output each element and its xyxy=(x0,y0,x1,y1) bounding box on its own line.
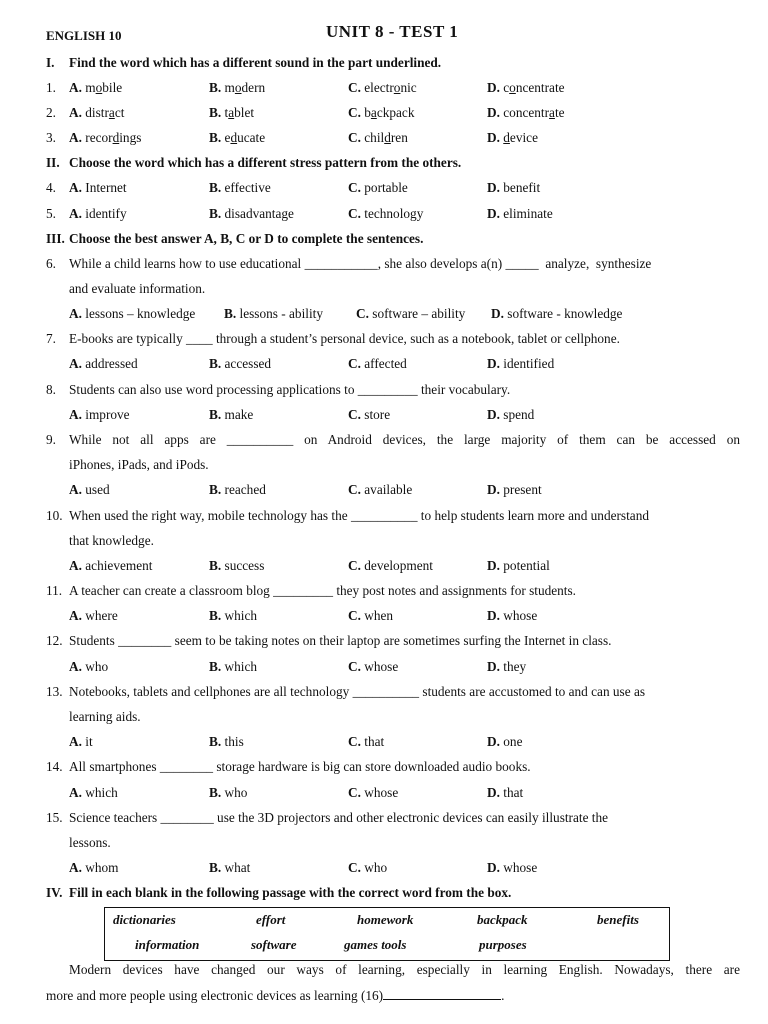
test-title: UNIT 8 - TEST 1 xyxy=(326,22,459,41)
word-box-item: backpack xyxy=(477,912,528,927)
option-b: B. which xyxy=(209,608,258,623)
option-a: A. it xyxy=(69,734,93,749)
option-d: D. that xyxy=(487,785,524,800)
option-d: D. spend xyxy=(487,407,535,422)
option-d: D. they xyxy=(487,659,527,674)
answer-blank-16[interactable] xyxy=(383,987,501,1000)
worksheet-page: ENGLISH 10 UNIT 8 - TEST 1 I. Find the word which has a different sound in the part underlined. 1. A. mobile B. modern C. electronic D. concentrate 2. A. distract B. tablet C. backpack D. concentrate 3. A. recordings B. educate C. children D. device II. Choose the word which has a different stress pattern from the others. 4. A. Internet B. effective C. portable D. benefit 5. A. identify B. disadvantage C. technology D. eliminate III. Choose the best answer A, B, C or D to complete the sentences. 6. While a child learns how to use educational ___________, she also develops a(n) _____ analyze, synthesize and evaluate information. A. lessons – knowledge B. lessons - ability C. software – ability D. software - knowledge 7. E-books are typically ____ through a student’s personal device, such as a notebook, tablet or cellphone. A. addressed B. accessed C. affected D. identified 8. Students can also use word processing applications to _________ their vocabulary. A. improve B. make C. store D. spend 9. While not all apps are __________ on Android devices, the large majority of them can be accessed on iPhones, iPads, and iPods. A. used B. reached C. available D. present 10. When used the right way, mobile technology has the __________ to help students learn more and understand that knowledge. A. achievement B. success C. development D. potential 11. A teacher can create a classroom blog _________ they post notes and assignments for students. A. where B. which C. when D. whose 12. Students ________ seem to be taking notes on their laptop are sometimes surfing the Internet in class. A. who B. which C. whose D. they 13. Notebooks, tablets and cellphones are all technology __________ students are accustomed to and can use as learning aids. A. it B. this C. that D. one 14. All smartphones ________ storage hardware is big can store downloaded audio books. A. which B. who C. whose D. that 15. Science teachers ________ use the 3D projectors and other electronic devices can easily illustrate the lessons. A. whom B. what C. who D. whose IV. Fill in each blank in the following passage with the correct word from the box. dictionaries effort homework backpack benefits information software games tools purposes Modern devices have changed our ways of learning, especially in learning English. Nowadays, there are more and more people using electronic devices as learning (16) . xyxy=(46,22,740,1003)
option-c: C. when xyxy=(348,608,394,623)
option-b: B. modern xyxy=(209,80,266,95)
option-c: C. who xyxy=(348,860,388,875)
option-c: C. that xyxy=(348,734,385,749)
option-c: C. available xyxy=(348,482,413,497)
option-d: D. potential xyxy=(487,558,550,573)
option-b: B. disadvantage xyxy=(209,206,294,221)
question-6-text: While a child learns how to use educational ___________, she also develops a(n) _____ analyze, synthesize xyxy=(69,256,652,271)
option-d: D. whose xyxy=(487,860,538,875)
word-box-item: benefits xyxy=(597,912,639,927)
option-b: B. who xyxy=(209,785,248,800)
option-c: C. children xyxy=(348,130,408,145)
option-c: C. development xyxy=(348,558,433,573)
option-d: D. concentrate xyxy=(487,80,565,95)
option-b: B. success xyxy=(209,558,265,573)
passage-line-1: Modern devices have changed our ways of learning, especially in learning English. Nowadays, there are xyxy=(69,962,740,977)
word-box-item: effort xyxy=(256,912,286,927)
option-b: B. educate xyxy=(209,130,266,145)
option-d: D. present xyxy=(487,482,542,497)
option-b: B. which xyxy=(209,659,258,674)
option-d: D. device xyxy=(487,130,538,145)
option-a: A. whom xyxy=(69,860,119,875)
option-c: C. portable xyxy=(348,180,408,195)
option-b: B. effective xyxy=(209,180,271,195)
option-a: A. which xyxy=(69,785,118,800)
option-c: C. electronic xyxy=(348,80,417,95)
option-c: C. whose xyxy=(348,785,399,800)
option-c: C. whose xyxy=(348,659,399,674)
option-a: A. achievement xyxy=(69,558,153,573)
option-a: A. recordings xyxy=(69,130,142,145)
option-d: D. eliminate xyxy=(487,206,553,221)
word-box-item: games tools xyxy=(344,937,407,952)
option-b: B. accessed xyxy=(209,356,272,371)
option-b: B. tablet xyxy=(209,105,255,120)
word-box-item: dictionaries xyxy=(113,912,176,927)
header xyxy=(46,22,740,44)
option-c: C. software – ability xyxy=(356,306,466,321)
option-b: B. this xyxy=(209,734,244,749)
option-a: A. addressed xyxy=(69,356,138,371)
word-box-item: purposes xyxy=(479,937,527,952)
option-c: C. affected xyxy=(348,356,407,371)
option-a: A. used xyxy=(69,482,110,497)
passage-line-2: more and more people using electronic devices as learning (16) . xyxy=(46,988,505,1003)
option-a: A. where xyxy=(69,608,118,623)
option-a: A. identify xyxy=(69,206,127,221)
word-box-item: homework xyxy=(357,912,414,927)
option-d: D. identified xyxy=(487,356,555,371)
option-d: D. concentrate xyxy=(487,105,565,120)
option-b: B. make xyxy=(209,407,254,422)
subject-label: ENGLISH 10 xyxy=(46,28,122,43)
word-box xyxy=(104,907,670,961)
option-d: D. one xyxy=(487,734,523,749)
option-a: A. lessons – knowledge xyxy=(69,306,196,321)
option-d: D. benefit xyxy=(487,180,541,195)
option-a: A. mobile xyxy=(69,80,123,95)
option-b: B. lessons - ability xyxy=(224,306,324,321)
word-box-item: software xyxy=(251,937,297,952)
option-d: D. software - knowledge xyxy=(491,306,623,321)
option-c: C. store xyxy=(348,407,391,422)
option-a: A. distract xyxy=(69,105,125,120)
option-a: A. improve xyxy=(69,407,130,422)
word-box-item: information xyxy=(135,937,200,952)
option-a: A. who xyxy=(69,659,109,674)
option-b: B. what xyxy=(209,860,251,875)
option-b: B. reached xyxy=(209,482,266,497)
option-c: C. technology xyxy=(348,206,424,221)
option-d: D. whose xyxy=(487,608,538,623)
option-c: C. backpack xyxy=(348,105,415,120)
option-a: A. Internet xyxy=(69,180,127,195)
